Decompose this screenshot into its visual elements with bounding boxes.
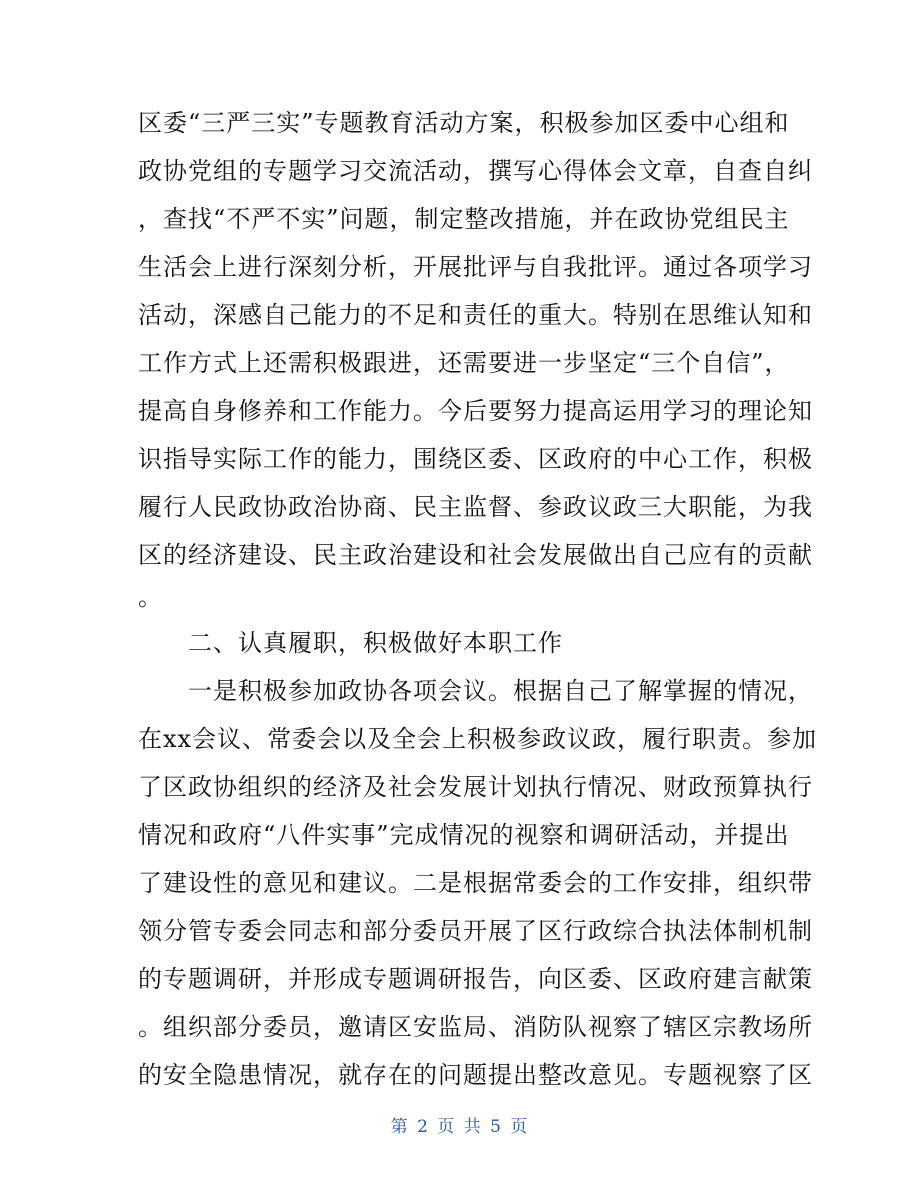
text-line: ，查找“不严不实”问题，制定整改措施，并在政协党组民主 [138,205,790,233]
text-line: 识指导实际工作的能力，围绕区委、区政府的中心工作，积极 [138,445,813,473]
text-line: 。组织部分委员，邀请区安监局、消防队视察了辖区宗教场所 [138,1013,813,1041]
text-line: 情况和政府“八件实事”完成情况的视察和调研活动，并提出 [138,821,790,849]
text-line: 的安全隐患情况，就存在的问题提出整改意见。专题视察了区 [138,1061,813,1089]
text-line: 区的经济建设、民主政治建设和社会发展做出自己应有的贡献 [138,541,813,569]
text-line: 在xx会议、常委会以及全会上积极参政议政，履行职责。参加 [138,725,818,753]
text-line: 的专题调研，并形成专题调研报告，向区委、区政府建言献策 [138,965,813,993]
text-line: 一是积极参加政协各项会议。根据自己了解掌握的情况， [138,677,813,705]
text-line: 政协党组的专题学习交流活动，撰写心得体会文章，自查自纠 [138,157,813,185]
text-line: 活动，深感自己能力的不足和责任的重大。特别在思维认知和 [138,301,813,329]
text-line: 区委“三严三实”专题教育活动方案，积极参加区委中心组和 [138,109,790,137]
text-line: 工作方式上还需积极跟进，还需要进一步坚定“三个自信”， [138,349,790,377]
section-heading: 二、认真履职，积极做好本职工作 [138,629,563,657]
text-line: 提高自身修养和工作能力。今后要努力提高运用学习的理论知 [138,397,813,425]
text-line: 了区政协组织的经济及社会发展计划执行情况、财政预算执行 [138,773,813,801]
text-line: 了建设性的意见和建议。二是根据常委会的工作安排，组织带 [138,869,813,897]
text-line: 履行人民政协政治协商、民主监督、参政议政三大职能，为我 [138,493,813,521]
text-line: 。 [138,583,163,611]
page-number-footer: 第 2 页 共 5 页 [390,1117,530,1137]
text-line: 生活会上进行深刻分析，开展批评与自我批评。通过各项学习 [138,253,813,281]
text-line: 领分管专委会同志和部分委员开展了区行政综合执法体制机制 [138,917,813,945]
